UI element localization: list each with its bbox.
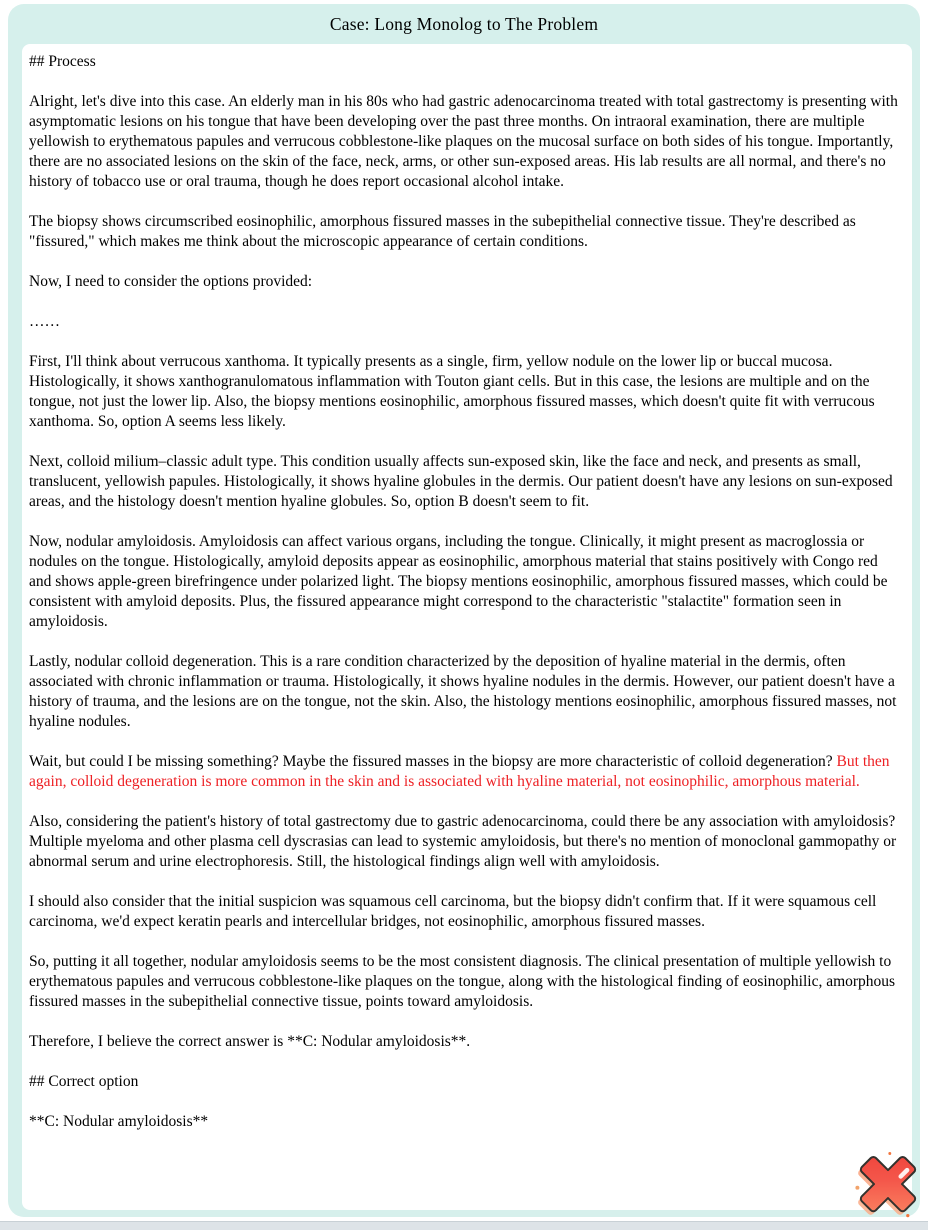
- paragraph-case-presentation: [29, 92, 904, 192]
- text-segment: Wait, but could I be missing something? Maybe the fissured masses in the biopsy are more characteristic of colloid degeneration?: [29, 753, 837, 770]
- paragraph-option-b: [29, 452, 904, 512]
- highlighted-red-text: But then again, colloid degeneration is more common in the skin and is associated with hyaline material, not eosinophilic, amorphous material.: [29, 753, 890, 790]
- card-header: [8, 4, 920, 44]
- text-segment: ## Process: [29, 53, 96, 70]
- paragraph-scc: [29, 892, 904, 932]
- text-segment: Now, nodular amyloidosis. Amyloidosis can affect various organs, including the tongue. Clinically, it might present as macroglossia or nodules on the tongue. Histologically, amyloid deposits appear as eosinophilic, amorphous material that stains positively with Congo red and shows apple-green birefringence under polarized light. The biopsy mentions eosinophilic, amorphous fissured masses, which could be consistent with amyloid deposits. Plus, the fissured appearance might correspond to the characteristic "stalactite" formation seen in amyloidosis.: [29, 533, 888, 630]
- text-segment: So, putting it all together, nodular amyloidosis seems to be the most consistent diagnosis. The clinical presentation of multiple yellowish to erythematous papules and verrucous cobblestone-like plaques on the tongue, along with the histological finding of eosinophilic, amorphous fissured masses in the subepithelial connective tissue, points toward amyloidosis.: [29, 953, 896, 1010]
- paragraph-final-answer: [29, 1032, 904, 1052]
- text-segment: Lastly, nodular colloid degeneration. This is a rare condition characterized by the deposition of hyaline material in the dermis, often associated with chronic inflammation or trauma. Histologically, it shows hyaline nodules in the dermis. However, our patient doesn't have a history of trauma, and the lesions are on the tongue, not the skin. Also, the histology mentions eosinophilic, amorphous fissured masses, not hyaline nodules.: [29, 653, 897, 730]
- text-segment: The biopsy shows circumscribed eosinophilic, amorphous fissured masses in the subepithelial connective tissue. They're described as "fissured," which makes me think about the microscopic appearance of certain conditions.: [29, 213, 856, 250]
- paragraph-ellipsis: [29, 312, 904, 332]
- text-segment: ## Correct option: [29, 1073, 139, 1090]
- paragraph-conclusion: [29, 952, 904, 1012]
- paragraph-association: [29, 812, 904, 872]
- paragraph-biopsy: [29, 212, 904, 252]
- paragraph-doubt: [29, 752, 904, 792]
- text-segment: ……: [29, 313, 60, 330]
- text-segment: **C: Nodular amyloidosis**: [29, 1113, 209, 1130]
- paragraph-correct-option-value: [29, 1112, 904, 1132]
- paragraph-option-d: [29, 652, 904, 732]
- case-content-panel: [22, 44, 912, 1210]
- paragraph-consider-options: [29, 272, 904, 292]
- heading-correct-option: [29, 1072, 904, 1092]
- paragraph-option-c: [29, 532, 904, 632]
- paragraph-option-a: [29, 352, 904, 432]
- card-title: Case: Long Monolog to The Problem: [329, 13, 599, 34]
- text-segment: Also, considering the patient's history of total gastrectomy due to gastric adenocarcinoma, could there be any association with amyloidosis? Multiple myeloma and other plasma cell dyscrasias can lead to systemic amyloidosis, but there's no mention of monoclonal gammopathy or abnormal serum and urine electrophoresis. Still, the histological findings align well with amyloidosis.: [29, 813, 897, 870]
- text-segment: Now, I need to consider the options provided:: [29, 273, 313, 290]
- text-segment: Next, colloid milium–classic adult type. This condition usually affects sun-exposed skin, like the face and neck, and presents as small, translucent, yellowish papules. Histologically, it shows hyaline globules in the dermis. Our patient doesn't have any lesions on sun-exposed areas, and the histology doesn't mention hyaline globules. So, option B doesn't seem to fit.: [29, 453, 893, 510]
- next-card-top-edge: [0, 1221, 928, 1230]
- text-segment: Therefore, I believe the correct answer is **C: Nodular amyloidosis**.: [29, 1033, 471, 1050]
- text-segment: I should also consider that the initial suspicion was squamous cell carcinoma, but the biopsy didn't confirm that. If it were squamous cell carcinoma, we'd expect keratin pearls and intercellular bridges, not eosinophilic, amorphous fissured masses.: [29, 893, 877, 930]
- monolog-text: [29, 52, 904, 1132]
- case-card: [8, 4, 920, 1217]
- heading-process: [29, 52, 904, 72]
- text-segment: Alright, let's dive into this case. An elderly man in his 80s who had gastric adenocarcinoma treated with total gastrectomy is presenting with asymptomatic lesions on his tongue that have been developing over the past three months. On intraoral examination, there are multiple yellowish to erythematous papules and verrucous cobblestone-like plaques on the mucosal surface on both sides of his tongue. Importantly, there are no associated lesions on the skin of the face, neck, arms, or other sun-exposed areas. His lab results are all normal, and there's no history of tobacco use or oral trauma, though he does report occasional alcohol intake.: [29, 93, 898, 190]
- text-segment: First, I'll think about verrucous xanthoma. It typically presents as a single, firm, yellow nodule on the lower lip or buccal mucosa. Histologically, it shows xanthogranulomatous inflammation with Touton giant cells. But in this case, the lesions are multiple and on the tongue, not just the lower lip. Also, the biopsy mentions eosinophilic, amorphous fissured masses, which doesn't quite fit with verrucous xanthoma. So, option A seems less likely.: [29, 353, 875, 430]
